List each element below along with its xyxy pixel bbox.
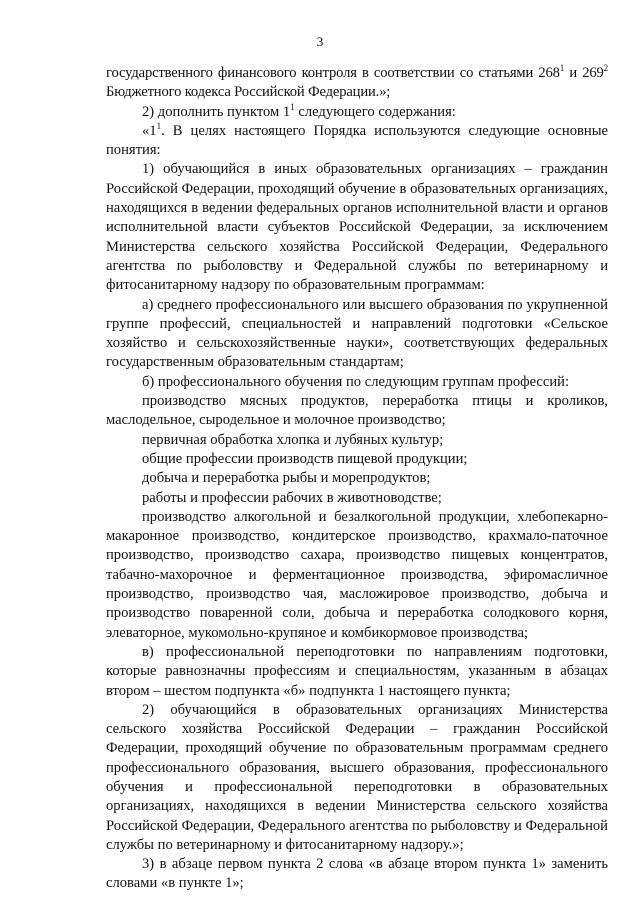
- superscript: 1: [290, 101, 295, 112]
- text-fragment: «1: [142, 122, 157, 139]
- paragraph-definition-1: 1) обучающийся в иных образовательных организациях – гражданин Российской Федерации, проходящий обучение в образовательных организациях, находящихся в ведении федеральных органов исполнительной власти и органов исполнительной власти субъектов Российской Федерации, за исключением Министерства сельского хозяйства Российской Федерации, Федерального агентства по рыболовству и Федеральной службы по ветеринарному и фитосанитарному надзору по образовательным программам:: [106, 161, 608, 294]
- paragraph-profession-group-livestock: работы и профессии рабочих в животноводстве;: [142, 489, 442, 506]
- paragraph-add-point: [106, 103, 608, 122]
- superscript: 1: [156, 120, 162, 131]
- superscript: 1: [559, 63, 565, 73]
- text-fragment: Бюджетного кодекса Российской Федерации.»;: [106, 84, 391, 101]
- paragraph-subitem-a: а) среднего профессионального или высшего образования по укрупненной группе профессий, специальностей и направлений подготовки «Сельское хозяйство и сельскохозяйственные науки», соответствующих федеральных государственным образовательным стандартам;: [106, 296, 608, 371]
- paragraph-profession-group-meat: производство мясных продуктов, переработка птицы и кроликов, маслодельное, сыродельное и молочное производство;: [106, 393, 608, 429]
- paragraph-definition-2: 2) обучающийся в образовательных организациях Министерства сельского хозяйства Российской Федерации – гражданин Российской Федерации, проходящий обучение по образовательным программам среднего профессионального образования, высшего образования, профессионального обучения и профессиональной переподготовки в образовательных организациях, находящихся в ведении Министерства сельского хозяйства Российской Федерации, Федерального агентства по рыболовству и Федеральной службы по ветеринарному и фитосанитарному надзору.»;: [106, 701, 608, 853]
- paragraph-budget-code-ref: [106, 64, 608, 103]
- text-fragment: и 269: [564, 65, 604, 81]
- paragraph-profession-group-fish: добыча и переработка рыбы и морепродуктов;: [142, 470, 431, 487]
- text-fragment: . В целях настоящего Порядка используются следующие основные понятия:: [106, 122, 608, 159]
- paragraph-amendment-3: 3) в абзаце первом пункта 2 слова «в абзаце втором пункта 1» заменить словами «в пункте 1»;: [106, 856, 608, 892]
- paragraph-profession-group-cotton: первичная обработка хлопка и лубяных культур;: [142, 431, 444, 448]
- paragraph-subitem-v: в) профессиональной переподготовки по направлениям подготовки, которые равнозначны профессиям и специальностям, указанным в абзацах втором – шестом подпункта «б» подпункта 1 настоящего пункта;: [106, 643, 608, 699]
- text-fragment: следующего содержания:: [294, 103, 456, 120]
- document-body: [106, 64, 608, 894]
- text-fragment: 2) дополнить пунктом 1: [142, 103, 291, 120]
- paragraph-definitions-intro: [106, 122, 608, 161]
- paragraph-subitem-b: б) профессионального обучения по следующим группам профессий:: [142, 373, 570, 390]
- paragraph-profession-group-beverages: производство алкогольной и безалкогольной продукции, хлебопекарно-макаронное производство, кондитерское производство, крахмало-паточное производство, производство сахара, производство пищевых концентратов, табачно-махорочное и ферментационное производства, эфиромасличное производство, производство чая, масложировое производство, добыча и производство поваренной соли, добыча и переработка солодкового корня, элеваторное, мукомольно-крупяное и комбикормовое производства;: [106, 508, 608, 641]
- text-fragment: государственного финансового контроля в соответствии со статьями 268: [106, 65, 560, 81]
- page-number: 3: [316, 34, 324, 49]
- paragraph-profession-group-food: общие профессии производств пищевой продукции;: [142, 450, 468, 467]
- superscript: 2: [603, 63, 608, 73]
